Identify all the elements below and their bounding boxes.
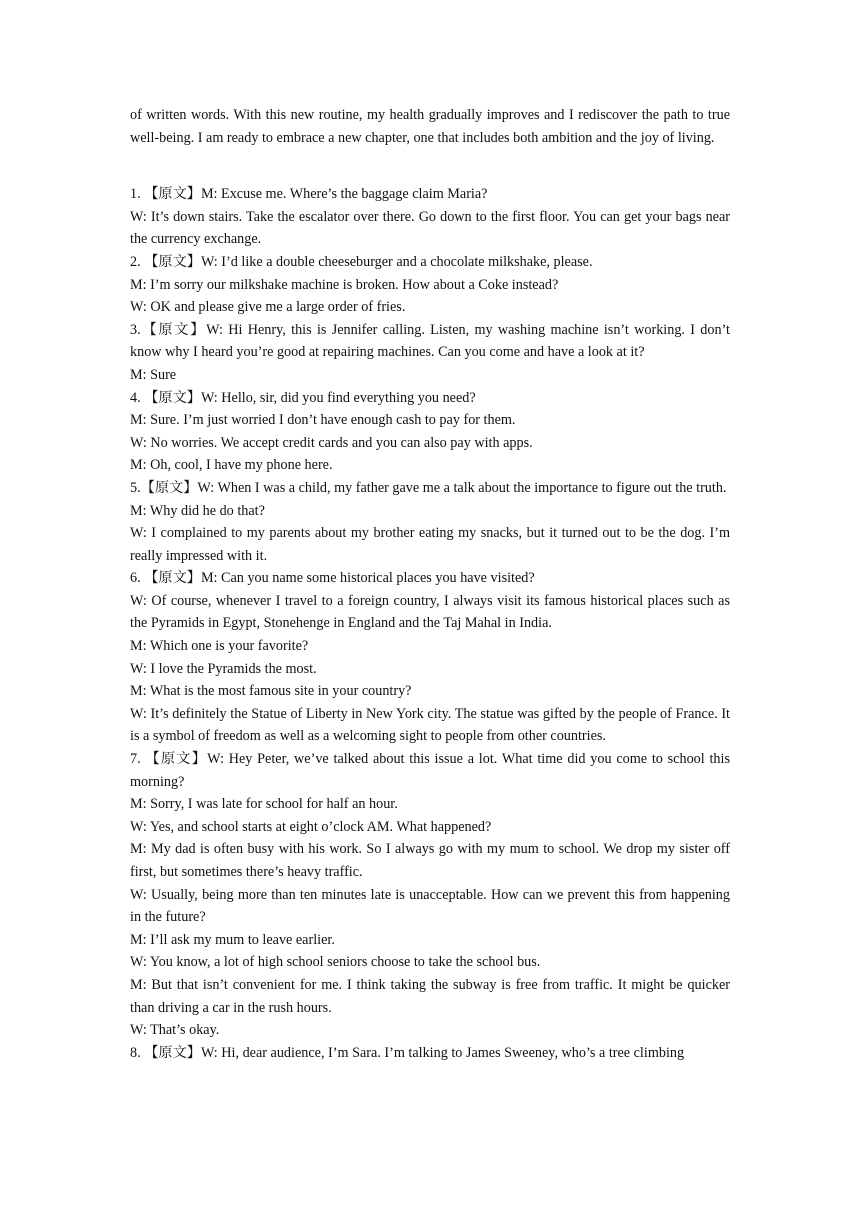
transcript-line: W: You know, a lot of high school seniors choose to take the school bus. xyxy=(130,954,541,971)
transcript-line: M: Sure xyxy=(130,366,177,383)
document-page xyxy=(130,104,730,1064)
transcript-line: W: I love the Pyramids the most. xyxy=(130,660,317,677)
transcript-line: 4. 【原文】W: Hello, sir, did you find everything you need? xyxy=(130,389,476,406)
transcript-line: W: Usually, being more than ten minutes late is unacceptable. How can we prevent this from happening in the future? xyxy=(130,886,730,926)
transcript-line: 3.【原文】W: Hi Henry, this is Jennifer calling. Listen, my washing machine isn’t working. I don’t know why I heard you’re good at repairing machines. Can you come and have a look at it? xyxy=(130,321,730,361)
transcript-line: W: Yes, and school starts at eight o’clock AM. What happened? xyxy=(130,818,492,835)
transcript-line: M: Oh, cool, I have my phone here. xyxy=(130,457,333,474)
transcript-line: 1. 【原文】M: Excuse me. Where’s the baggage claim Maria? xyxy=(130,186,488,203)
transcript-line: 8. 【原文】W: Hi, dear audience, I’m Sara. I’m talking to James Sweeney, who’s a tree climbing xyxy=(130,1044,685,1061)
transcript-line: W: That’s okay. xyxy=(130,1022,220,1039)
transcript-line: 5.【原文】W: When I was a child, my father gave me a talk about the importance to figure out the truth. xyxy=(130,479,727,496)
transcript-line: W: It’s definitely the Statue of Liberty in New York city. The statue was gifted by the people of France. It is a symbol of freedom as well as a welcoming sight to people from other countries. xyxy=(130,705,730,745)
transcript-line: M: I’ll ask my mum to leave earlier. xyxy=(130,931,335,948)
transcript-line: M: Which one is your favorite? xyxy=(130,638,309,655)
transcript-line: W: Of course, whenever I travel to a foreign country, I always visit its famous historical places such as the Pyramids in Egypt, Stonehenge in England and the Taj Mahal in India. xyxy=(130,592,730,632)
transcript-line: W: OK and please give me a large order of fries. xyxy=(130,299,406,316)
transcript-line: W: No worries. We accept credit cards and you can also pay with apps. xyxy=(130,434,533,451)
transcript-line: W: I complained to my parents about my brother eating my snacks, but it turned out to be the dog. I’m really impressed with it. xyxy=(130,525,730,564)
transcript-line: M: Sorry, I was late for school for half an hour. xyxy=(130,796,398,813)
transcript-line: M: Why did he do that? xyxy=(130,502,265,519)
transcript-line: M: My dad is often busy with his work. So I always go with my mum to school. We drop my sister off first, but sometimes there’s heavy traffic. xyxy=(130,841,730,880)
transcript-line: 6. 【原文】M: Can you name some historical places you have visited? xyxy=(130,570,535,587)
paragraph-gap xyxy=(130,149,730,183)
intro-paragraph: of written words. With this new routine, my health gradually improves and I rediscover the path to true well-being. I am ready to embrace a new chapter, one that includes both ambition and the joy of living. xyxy=(130,107,730,146)
transcript-line: M: But that isn’t convenient for me. I think taking the subway is free from traffic. It might be quicker than driving a car in the rush hours. xyxy=(130,976,730,1016)
transcript-line: M: I’m sorry our milkshake machine is broken. How about a Coke instead? xyxy=(130,276,559,293)
transcript-line: 7. 【原文】W: Hey Peter, we’ve talked about this issue a lot. What time did you come to school this morning? xyxy=(130,751,730,790)
transcript-line: W: It’s down stairs. Take the escalator over there. Go down to the first floor. You can get your bags near the currency exchange. xyxy=(130,208,730,248)
transcript-line: M: Sure. I’m just worried I don’t have enough cash to pay for them. xyxy=(130,412,516,429)
transcript-line: 2. 【原文】W: I’d like a double cheeseburger and a chocolate milkshake, please. xyxy=(130,253,593,270)
transcript-line: M: What is the most famous site in your country? xyxy=(130,683,412,700)
